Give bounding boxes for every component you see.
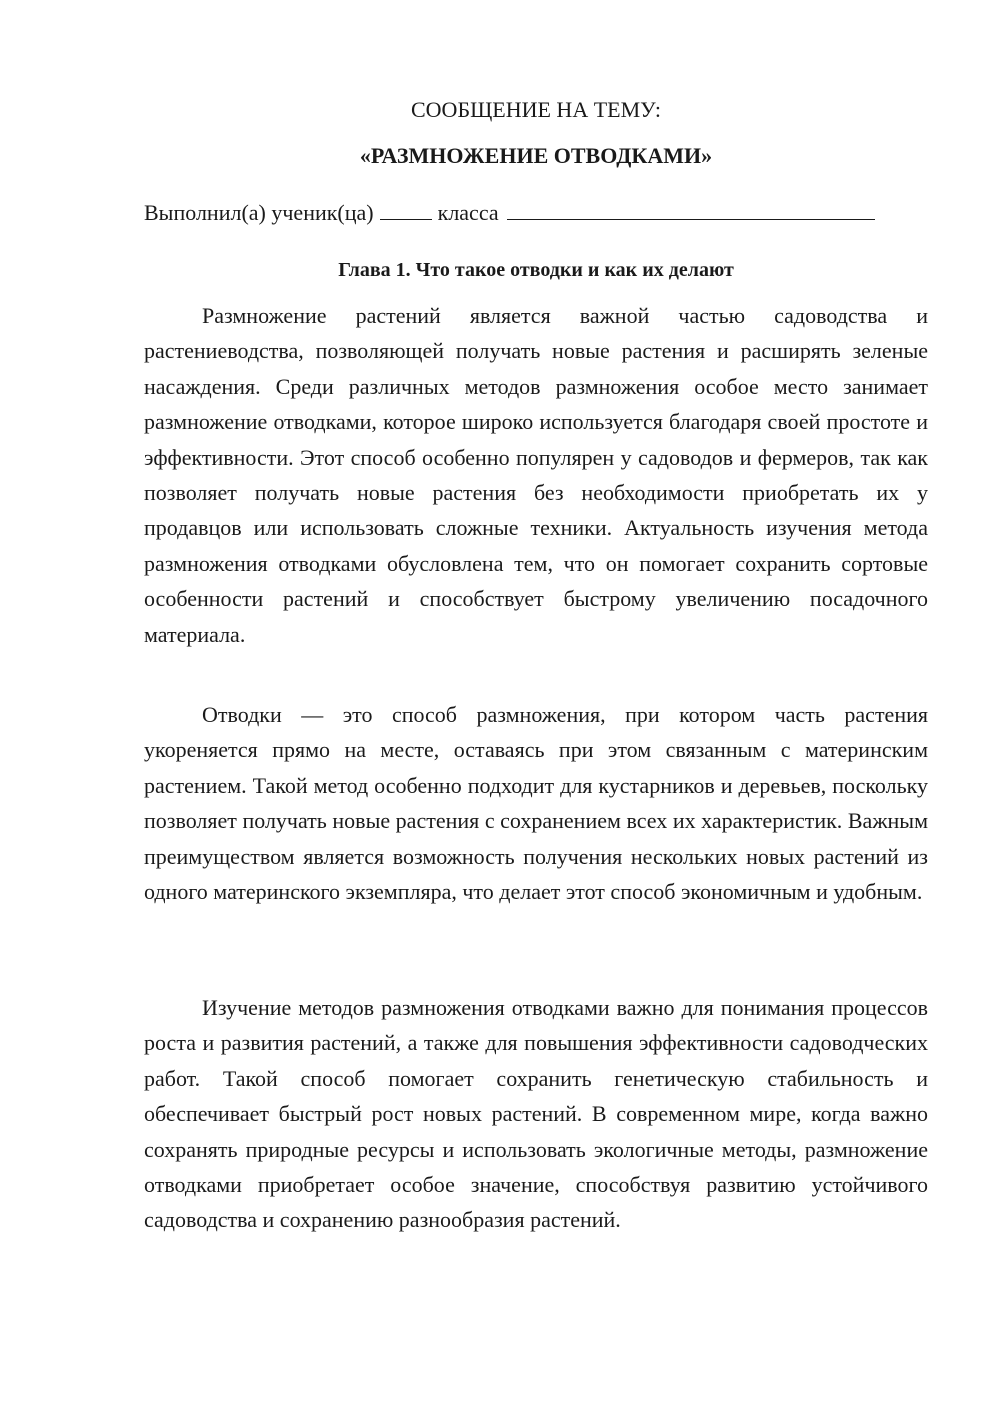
paragraph-2: Отводки — это способ размножения, при котором часть растения укореняется прямо на месте, оставаясь при этом связанным с материнским растением. Такой метод особенно подходит для кустарников и деревьев, поскольку позволяет получать новые растения с сохранением всех их характеристик. Важным преимуществом является возможность получения нескольких новых растений из одного материнского экземпляра, что делает этот способ экономичным и удобным. (144, 702, 928, 905)
name-blank (507, 199, 875, 220)
author-line (144, 198, 928, 228)
paragraph-3: Изучение методов размножения отводками важно для понимания процессов роста и развития растений, а также для повышения эффективности садоводческих работ. Такой способ помогает сохранить генетическую стабильность и обеспечивает быстрый рост новых растений. В современном мире, когда важно сохранять природные ресурсы и использовать экологичные методы, размножение отводками приобретает особое значение, способствуя развитию устойчивого садоводства и сохранению разнообразия растений. (144, 995, 928, 1233)
author-prefix: Выполнил(а) ученик(ца) (144, 200, 374, 225)
grade-blank (380, 199, 432, 220)
chapter-heading: Глава 1. Что такое отводки и как их делают (338, 259, 734, 281)
paragraph-1: Размножение растений является важной частью садоводства и растениеводства, позволяющей получать новые растения и расширять зеленые насаждения. Среди различных методов размножения особое место занимает размножение отводками, которое широко используется благодаря своей простоте и эффективности. Этот способ особенно популярен у садоводов и фермеров, так как позволяет получать новые растения без необходимости приобретать их у продавцов или использовать сложные техники. Актуальность изучения метода размножения отводками обусловлена тем, что он помогает сохранить сортовые особенности растений и способствует быстрому увеличению посадочного материала. (144, 303, 928, 647)
document-title-line-2: «РАЗМНОЖЕНИЕ ОТВОДКАМИ» (359, 143, 713, 168)
document-title-line-1: СООБЩЕНИЕ НА ТЕМУ: (411, 97, 661, 122)
class-label: класса (437, 200, 499, 225)
